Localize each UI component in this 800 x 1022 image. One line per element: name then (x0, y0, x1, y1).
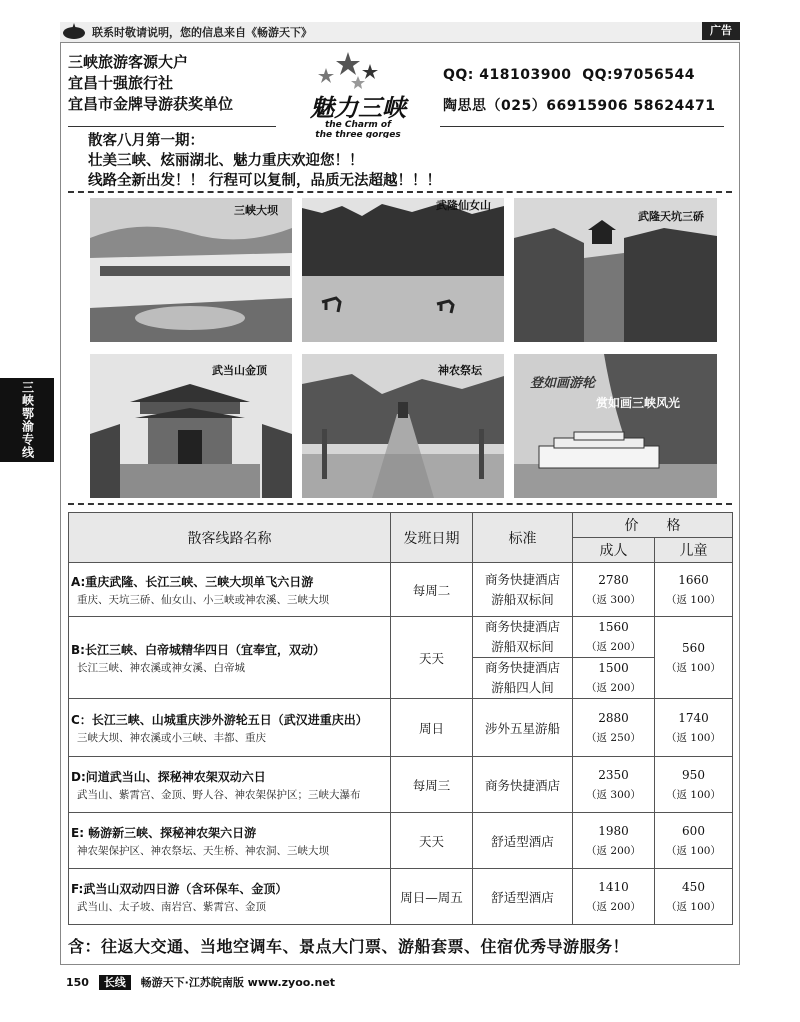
table-row (69, 757, 733, 813)
route-date: 周日 (391, 699, 473, 757)
promo-line: 壮美三峡、炫丽湖北、魅力重庆欢迎您！！ (88, 153, 364, 169)
route-date: 每周三 (391, 757, 473, 813)
photo-label: 武隆天坑三硚 (638, 210, 704, 223)
child-rebate: （返 100） (666, 844, 721, 857)
route-date: 天天 (391, 617, 473, 699)
adult-price: 1500 (598, 661, 629, 675)
child-rebate: （返 100） (666, 900, 721, 913)
adult-rebate: （返 200） (586, 682, 641, 694)
route-standard: 商务快捷酒店 游船双标间 (473, 617, 573, 658)
route-name: D:问道武当山、探秘神农架双动六日 (71, 769, 266, 784)
photo-label: 三峡大坝 (234, 204, 278, 217)
route-name: B:长江三峡、白帝城精华四日（宜奉宜，双动） (71, 642, 325, 657)
qq-contact[interactable]: QQ: 418103900 QQ:97056544 (443, 67, 696, 83)
route-detail: 神农架保护区、神农祭坛、天生桥、神农洞、三峡大坝 (77, 844, 329, 857)
magazine-logo-icon (62, 22, 86, 40)
route-detail: 重庆、天坑三硚、仙女山、小三峡或神农溪、三峡大坝 (77, 593, 329, 606)
adult-rebate: （返 250） (586, 731, 641, 744)
col-header-child: 儿童 (655, 538, 733, 563)
child-price: 450 (682, 879, 705, 894)
ad-tag: 广告 (702, 22, 740, 40)
photo-label: 神农祭坛 (438, 364, 482, 377)
table-row (69, 869, 733, 925)
child-rebate: （返 100） (666, 788, 721, 801)
col-header-adult: 成人 (573, 538, 655, 563)
child-price: 1660 (678, 572, 709, 587)
publication[interactable]: 畅游天下·江苏皖南版 www.zyoo.net (140, 976, 336, 989)
divider (440, 126, 724, 127)
logo-en-2: the three gorges (315, 130, 401, 138)
page-footer (66, 974, 335, 990)
charm-three-gorges-logo (278, 46, 438, 138)
child-rebate: （返 100） (666, 661, 721, 674)
adult-price: 2350 (598, 767, 629, 782)
route-standard: 商务快捷酒店 (473, 757, 573, 813)
child-price: 950 (682, 767, 705, 782)
side-tab (0, 378, 54, 462)
includes-note: 含：往返大交通、当地空调车、景点大门票、游船套票、住宿优秀导游服务！ (68, 937, 630, 956)
route-name: C：长江三峡、山城重庆涉外游轮五日（武汉进重庆出） (71, 712, 368, 727)
route-name: E: 畅游新三峡、探秘神农架六日游 (71, 825, 257, 840)
table-row (69, 699, 733, 757)
route-detail: 长江三峡、神农溪或神女溪、白帝城 (77, 661, 245, 674)
credential-line: 宜昌十强旅行社 (68, 74, 174, 92)
col-header-price: 价 格 (573, 513, 733, 538)
agency-credentials (68, 52, 233, 115)
route-date: 天天 (391, 813, 473, 869)
phone-contact[interactable]: 陶思思（025）66915906 58624471 (443, 98, 716, 114)
child-rebate: （返 100） (666, 731, 721, 744)
logo-title: 魅力三峡 (310, 93, 406, 122)
photo-xiannv-mountain (302, 198, 504, 342)
adult-rebate: （返 200） (586, 844, 641, 857)
route-detail: 武当山、太子坡、南岩宫、紫霄宫、金顶 (77, 900, 266, 913)
photo-sublabel: 赏如画三峡风光 (596, 396, 681, 410)
credential-line: 宜昌市金牌导游获奖单位 (68, 95, 234, 113)
photo-label: 登如画游轮 (530, 376, 596, 391)
col-header-date: 发班日期 (391, 513, 473, 563)
route-detail: 三峡大坝、神农溪或小三峡、丰都、重庆 (77, 731, 266, 744)
photo-label: 武隆仙女山 (436, 199, 491, 212)
route-standard: 商务快捷酒店 游船双标间 (473, 563, 573, 617)
child-price: 600 (682, 823, 705, 838)
credential-line: 三峡旅游客源大户 (68, 53, 189, 71)
route-standard-alt: 商务快捷酒店 游船四人间 (473, 658, 573, 699)
promo-text (88, 131, 441, 191)
header-note: 联系时敬请说明，您的信息来自《畅游天下》 (92, 26, 312, 39)
col-header-name: 散客线路名称 (69, 513, 391, 563)
page-number: 150 (66, 976, 89, 989)
logo-en-1: the Charm of (324, 120, 392, 130)
route-table (68, 512, 733, 925)
section-tag: 长线 (99, 975, 131, 990)
child-price: 1740 (678, 710, 709, 725)
child-rebate: （返 100） (666, 593, 721, 606)
route-standard: 舒适型酒店 (473, 813, 573, 869)
table-row (69, 617, 733, 658)
side-tab-label: 三峡鄂渝专线 (20, 381, 35, 459)
photo-three-gorges-dam (90, 198, 292, 342)
photo-label: 武当山金顶 (212, 364, 267, 377)
route-date: 周日—周五 (391, 869, 473, 925)
dashed-divider (68, 503, 732, 505)
adult-price: 1560 (598, 620, 629, 634)
promo-line: 散客八月第一期： (88, 133, 204, 149)
route-standard: 舒适型酒店 (473, 869, 573, 925)
adult-price: 1980 (598, 823, 629, 838)
adult-price: 2780 (598, 572, 629, 587)
adult-price: 2880 (598, 710, 629, 725)
child-price: 560 (682, 640, 705, 655)
adult-rebate: （返 200） (586, 900, 641, 913)
contact-info (443, 60, 715, 122)
adult-rebate: （返 300） (586, 788, 641, 801)
adult-price: 1410 (598, 879, 629, 894)
adult-rebate: （返 300） (586, 593, 641, 606)
route-date: 每周二 (391, 563, 473, 617)
divider (68, 126, 276, 127)
table-row (69, 813, 733, 869)
col-header-standard: 标准 (473, 513, 573, 563)
route-name: A:重庆武隆、长江三峡、三峡大坝单飞六日游 (71, 574, 314, 589)
promo-line: 线路全新出发！！ 行程可以复制，品质无法超越！！！ (88, 173, 442, 189)
adult-rebate: （返 200） (586, 641, 641, 653)
route-standard: 涉外五星游船 (473, 699, 573, 757)
table-row (69, 563, 733, 617)
dashed-divider (68, 191, 732, 193)
route-name: F:武当山双动四日游（含环保车、金顶） (71, 881, 288, 896)
route-detail: 武当山、紫霄宫、金顶、野人谷、神农架保护区；三峡大瀑布 (77, 788, 361, 801)
